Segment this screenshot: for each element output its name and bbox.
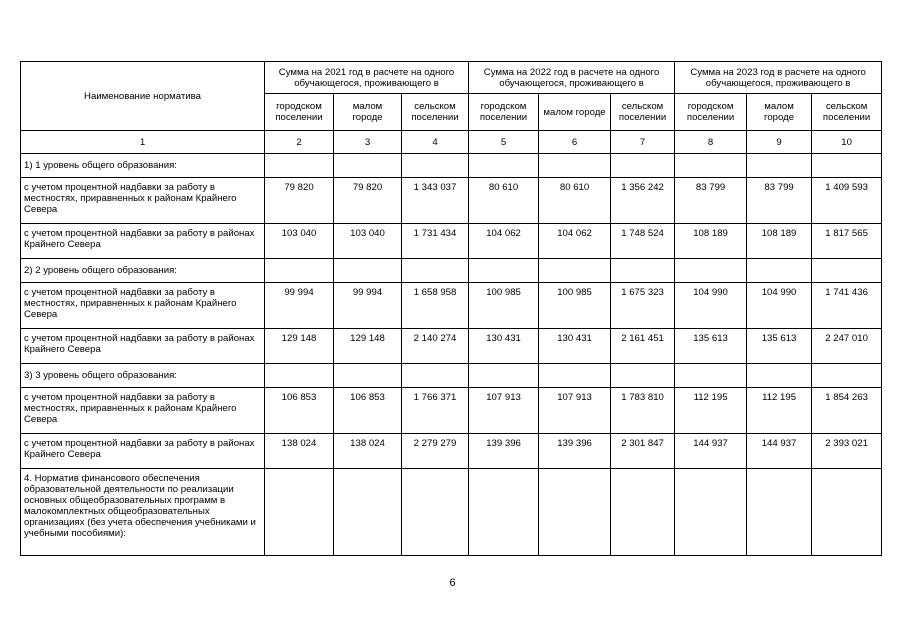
value-cell — [747, 364, 812, 388]
column-number: 8 — [675, 131, 747, 154]
column-number: 5 — [469, 131, 539, 154]
sub-header: сельском поселении — [812, 94, 882, 131]
value-cell — [611, 154, 675, 178]
sub-header: малом городе — [747, 94, 812, 131]
value-cell: 2 140 274 — [402, 329, 469, 364]
value-cell: 107 913 — [469, 388, 539, 434]
value-cell: 1 356 242 — [611, 178, 675, 224]
norm-name-cell: 1) 1 уровень общего образования: — [21, 154, 265, 178]
value-cell — [402, 469, 469, 556]
value-cell: 100 985 — [469, 283, 539, 329]
value-cell: 139 396 — [539, 434, 611, 469]
name-column-header: Наименование норматива — [21, 62, 265, 131]
value-cell: 80 610 — [539, 178, 611, 224]
value-cell — [334, 259, 402, 283]
value-cell: 129 148 — [265, 329, 334, 364]
table-row — [21, 283, 882, 329]
column-number: 9 — [747, 131, 812, 154]
norm-name-cell: с учетом процентной надбавки за работу в местностях, приравненных к районам Крайнего Севера — [21, 178, 265, 224]
value-cell — [265, 364, 334, 388]
year-header-2023: Сумма на 2023 год в расчете на одного обучающегося, проживающего в — [675, 62, 882, 94]
value-cell: 130 431 — [469, 329, 539, 364]
value-cell: 1 409 593 — [812, 178, 882, 224]
sub-header: городском поселении — [265, 94, 334, 131]
value-cell: 79 820 — [265, 178, 334, 224]
value-cell: 2 393 021 — [812, 434, 882, 469]
table-row — [21, 364, 882, 388]
table-row — [21, 329, 882, 364]
value-cell: 2 161 451 — [611, 329, 675, 364]
value-cell: 104 990 — [675, 283, 747, 329]
column-number: 3 — [334, 131, 402, 154]
value-cell: 1 748 524 — [611, 224, 675, 259]
sub-header: городском поселении — [675, 94, 747, 131]
value-cell: 112 195 — [747, 388, 812, 434]
value-cell — [265, 469, 334, 556]
value-cell: 99 994 — [334, 283, 402, 329]
value-cell: 100 985 — [539, 283, 611, 329]
value-cell — [747, 154, 812, 178]
value-cell: 104 062 — [539, 224, 611, 259]
table-row — [21, 388, 882, 434]
value-cell: 1 817 565 — [812, 224, 882, 259]
value-cell — [469, 469, 539, 556]
value-cell — [611, 259, 675, 283]
sub-header: малом городе — [334, 94, 402, 131]
value-cell: 2 247 010 — [812, 329, 882, 364]
value-cell: 138 024 — [334, 434, 402, 469]
value-cell — [469, 259, 539, 283]
value-cell: 138 024 — [265, 434, 334, 469]
value-cell — [469, 154, 539, 178]
value-cell: 108 189 — [747, 224, 812, 259]
norm-name-cell: с учетом процентной надбавки за работу в районах Крайнего Севера — [21, 329, 265, 364]
value-cell: 2 301 847 — [611, 434, 675, 469]
value-cell: 2 279 279 — [402, 434, 469, 469]
value-cell: 104 990 — [747, 283, 812, 329]
value-cell — [812, 469, 882, 556]
column-number: 6 — [539, 131, 611, 154]
table-row — [21, 154, 882, 178]
value-cell: 1 766 371 — [402, 388, 469, 434]
value-cell — [402, 154, 469, 178]
value-cell: 1 658 958 — [402, 283, 469, 329]
year-header-2021: Сумма на 2021 год в расчете на одного обучающегося, проживающего в — [265, 62, 469, 94]
value-cell: 135 613 — [675, 329, 747, 364]
norm-name-cell: 3) 3 уровень общего образования: — [21, 364, 265, 388]
norm-name-cell: с учетом процентной надбавки за работу в местностях, приравненных к районам Крайнего Севера — [21, 283, 265, 329]
column-number: 1 — [21, 131, 265, 154]
table-row — [21, 434, 882, 469]
value-cell — [265, 259, 334, 283]
column-number: 2 — [265, 131, 334, 154]
norm-name-cell: с учетом процентной надбавки за работу в местностях, приравненных к районам Крайнего Севера — [21, 388, 265, 434]
value-cell: 144 937 — [747, 434, 812, 469]
value-cell — [539, 364, 611, 388]
header-row-years — [21, 62, 882, 94]
value-cell: 1 343 037 — [402, 178, 469, 224]
value-cell: 112 195 — [675, 388, 747, 434]
value-cell — [812, 154, 882, 178]
value-cell: 135 613 — [747, 329, 812, 364]
value-cell — [539, 469, 611, 556]
value-cell — [334, 154, 402, 178]
norm-name-cell: с учетом процентной надбавки за работу в районах Крайнего Севера — [21, 434, 265, 469]
sub-header: сельском поселении — [611, 94, 675, 131]
page-number: 6 — [449, 577, 456, 589]
value-cell: 106 853 — [334, 388, 402, 434]
value-cell — [402, 364, 469, 388]
value-cell — [611, 469, 675, 556]
sub-header: сельском поселении — [402, 94, 469, 131]
value-cell — [539, 259, 611, 283]
value-cell: 106 853 — [265, 388, 334, 434]
value-cell: 80 610 — [469, 178, 539, 224]
value-cell — [611, 364, 675, 388]
year-header-2022: Сумма на 2022 год в расчете на одного обучающегося, проживающего в — [469, 62, 675, 94]
column-number: 4 — [402, 131, 469, 154]
value-cell: 79 820 — [334, 178, 402, 224]
value-cell — [675, 259, 747, 283]
value-cell: 99 994 — [265, 283, 334, 329]
value-cell — [747, 469, 812, 556]
value-cell — [675, 154, 747, 178]
value-cell: 108 189 — [675, 224, 747, 259]
sub-header: малом городе — [539, 94, 611, 131]
value-cell — [469, 364, 539, 388]
value-cell: 83 799 — [675, 178, 747, 224]
value-cell — [675, 469, 747, 556]
value-cell — [402, 259, 469, 283]
value-cell — [812, 364, 882, 388]
value-cell: 130 431 — [539, 329, 611, 364]
value-cell — [812, 259, 882, 283]
table-row — [21, 469, 882, 556]
norm-name-cell: с учетом процентной надбавки за работу в районах Крайнего Севера — [21, 224, 265, 259]
column-number-row — [21, 131, 882, 154]
value-cell: 83 799 — [747, 178, 812, 224]
norm-name-cell: 2) 2 уровень общего образования: — [21, 259, 265, 283]
table-row — [21, 178, 882, 224]
value-cell: 139 396 — [469, 434, 539, 469]
value-cell — [747, 259, 812, 283]
value-cell: 144 937 — [675, 434, 747, 469]
value-cell: 103 040 — [265, 224, 334, 259]
norm-name-cell: 4. Норматив финансового обеспечения образовательной деятельности по реализации основных общеобразовательных программ в малокомплектных общеобразовательных организациях (без учета обеспечения учебниками и учебными пособиями): — [21, 469, 265, 556]
norms-table — [20, 61, 882, 556]
value-cell — [539, 154, 611, 178]
value-cell: 1 854 263 — [812, 388, 882, 434]
value-cell: 1 741 436 — [812, 283, 882, 329]
value-cell: 1 731 434 — [402, 224, 469, 259]
table-row — [21, 224, 882, 259]
value-cell — [265, 154, 334, 178]
value-cell: 107 913 — [539, 388, 611, 434]
value-cell — [675, 364, 747, 388]
table-body — [21, 131, 882, 556]
value-cell: 1 783 810 — [611, 388, 675, 434]
column-number: 7 — [611, 131, 675, 154]
value-cell — [334, 469, 402, 556]
column-number: 10 — [812, 131, 882, 154]
value-cell: 1 675 323 — [611, 283, 675, 329]
value-cell: 129 148 — [334, 329, 402, 364]
value-cell: 103 040 — [334, 224, 402, 259]
value-cell: 104 062 — [469, 224, 539, 259]
table-row — [21, 259, 882, 283]
value-cell — [334, 364, 402, 388]
sub-header: городском поселении — [469, 94, 539, 131]
